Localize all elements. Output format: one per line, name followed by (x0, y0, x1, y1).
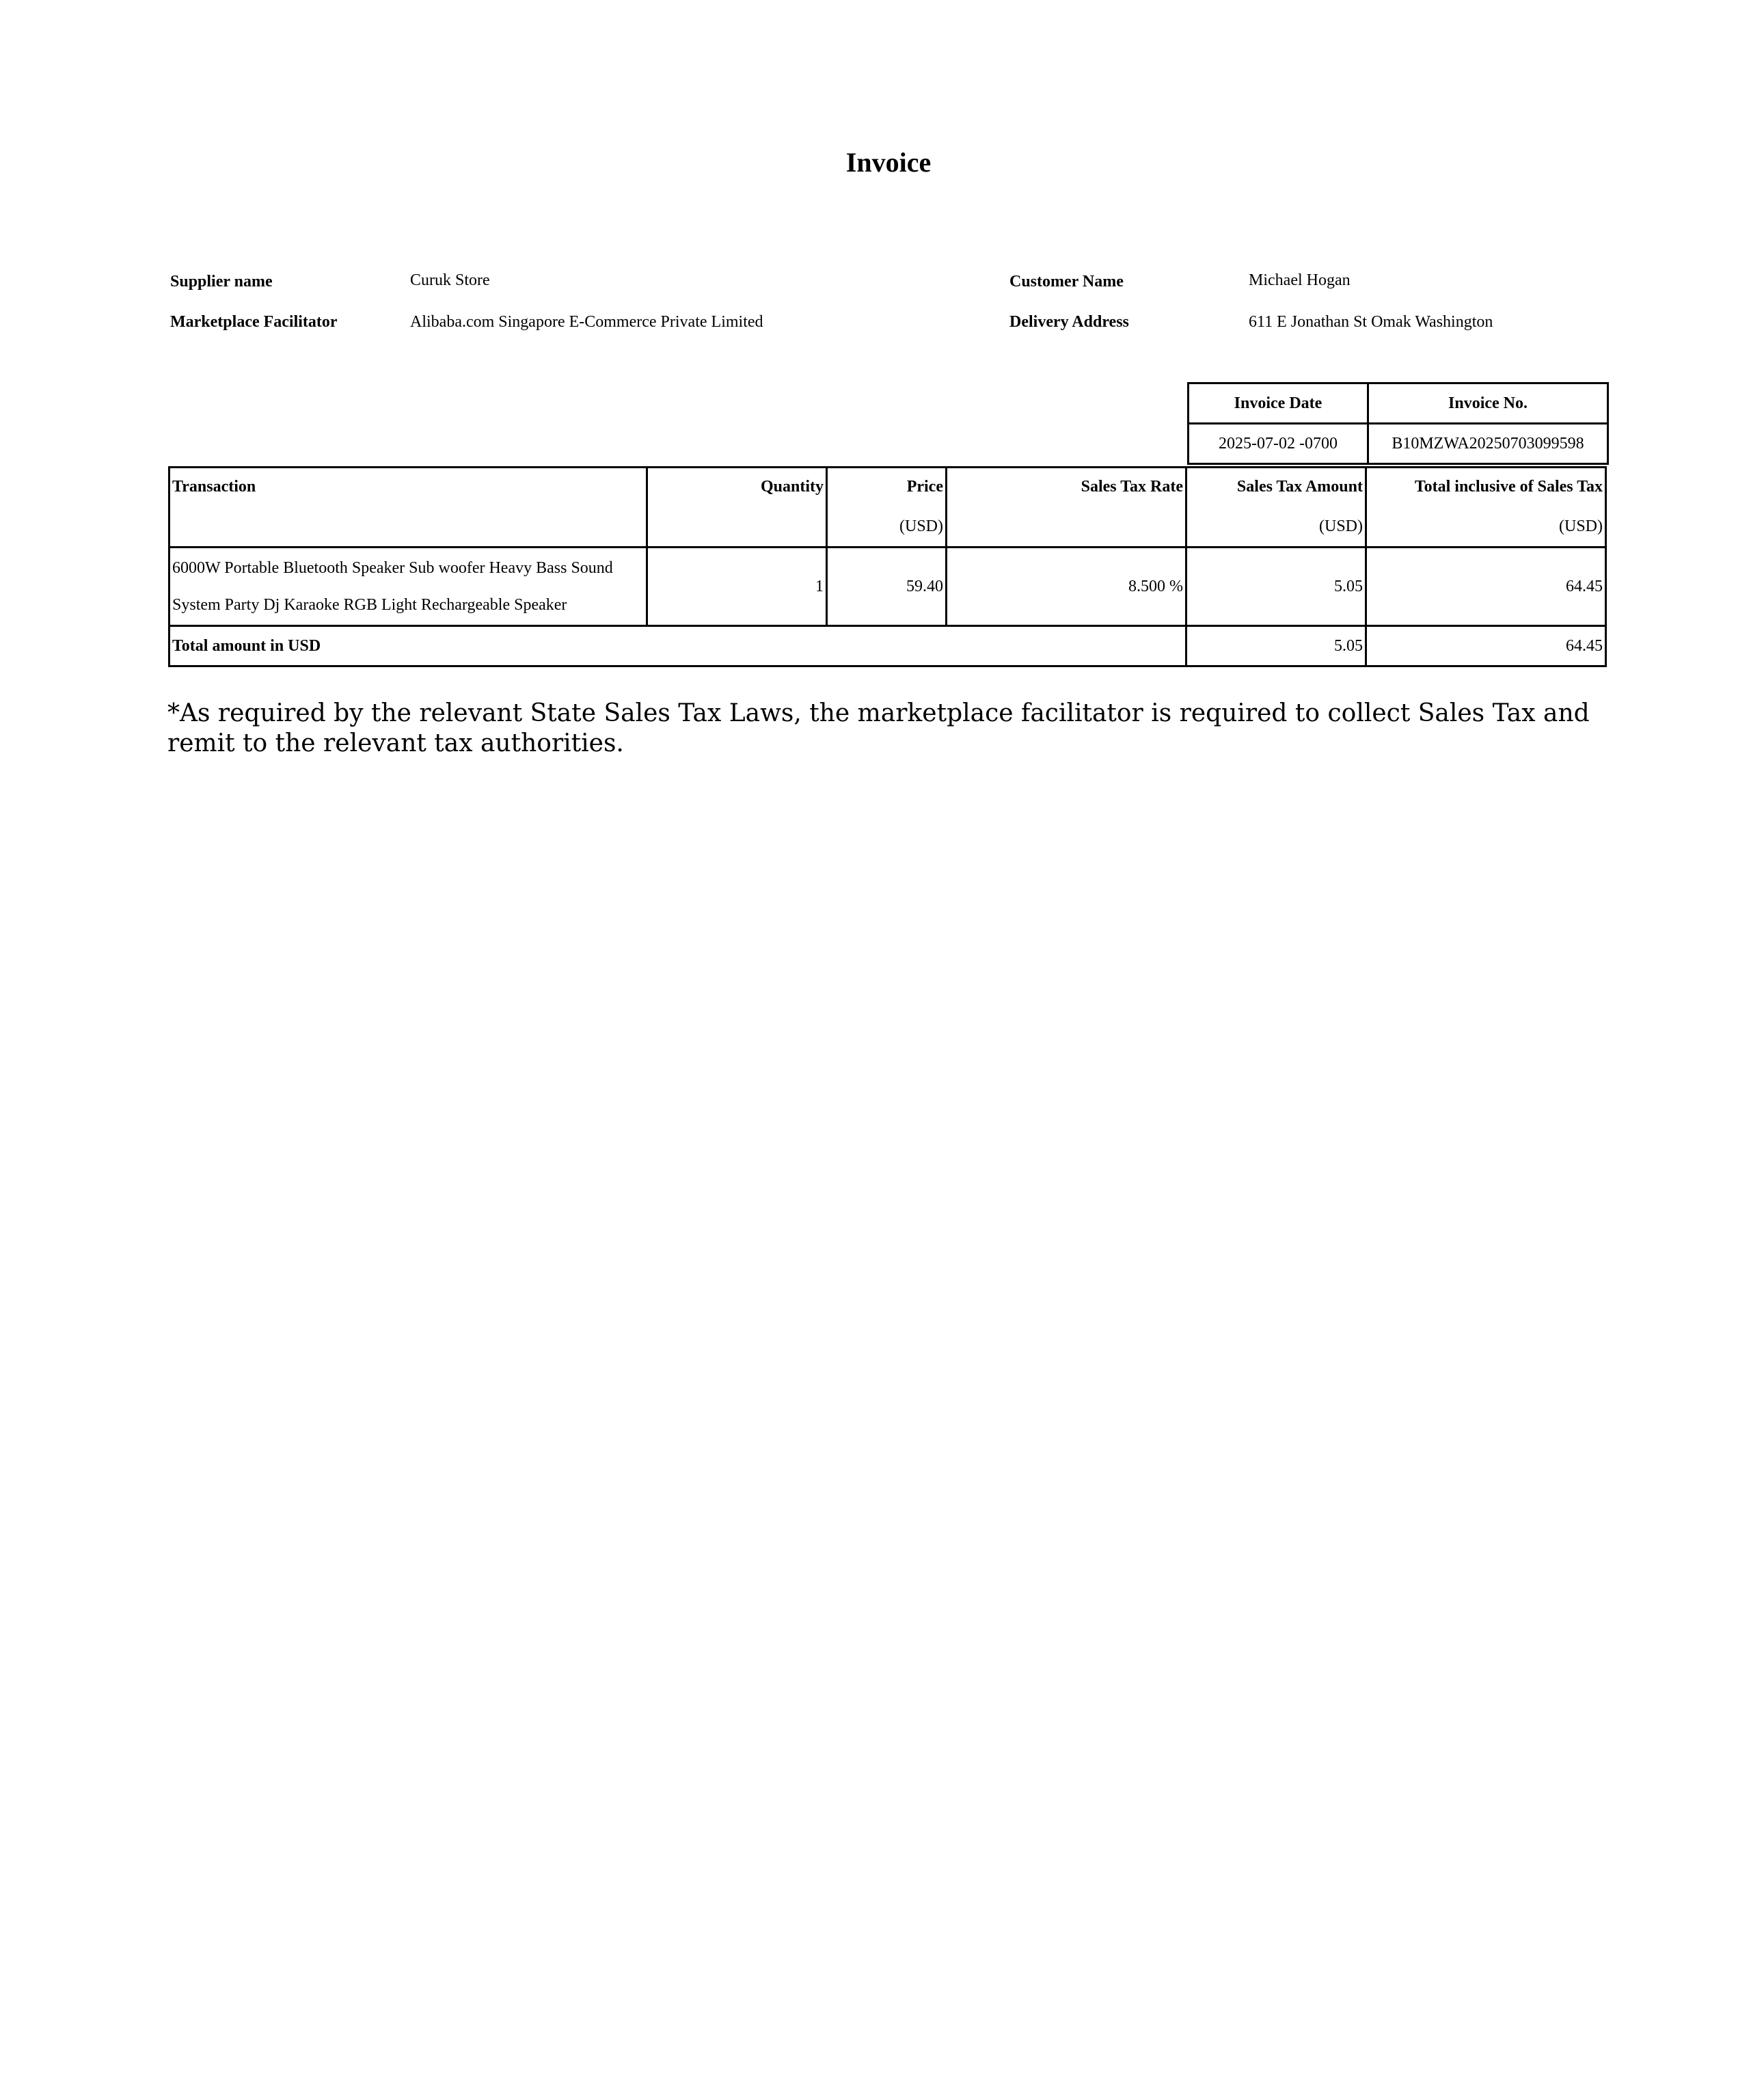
customer-name-value: Michael Hogan (1249, 271, 1351, 289)
facilitator-value: Alibaba.com Singapore E-Commerce Private Limited (410, 313, 763, 331)
header-total-incl-unit: (USD) (1559, 517, 1603, 535)
delivery-address-label: Delivery Address (1009, 313, 1129, 331)
invoice-meta-box (1187, 382, 1609, 465)
header-tax-amount-label: Sales Tax Amount (1236, 478, 1363, 496)
header-quantity (647, 468, 827, 548)
header-tax-amount-unit: (USD) (1319, 517, 1363, 535)
invoice-date-value: 2025-07-02 -0700 (1189, 424, 1368, 464)
table-row (169, 548, 1606, 626)
item-total-incl: 64.45 (1366, 548, 1606, 626)
total-label: Total amount in USD (169, 626, 1186, 666)
header-transaction-label: Transaction (172, 478, 256, 496)
header-tax-amount (1186, 468, 1366, 548)
transaction-table (168, 466, 1607, 667)
page-title: Invoice (845, 147, 932, 178)
header-total-incl-label: Total inclusive of Sales Tax (1414, 478, 1603, 496)
item-description-line1: 6000W Portable Bluetooth Speaker Sub woofer Heavy Bass Sound (172, 559, 613, 577)
invoice-date-label: Invoice Date (1189, 383, 1368, 424)
tax-footnote: *As required by the relevant State Sales Tax Laws, the marketplace facilitator is required to collect Sales Tax and remit to the relevant tax authorities. (167, 699, 1590, 757)
total-incl: 64.45 (1366, 626, 1606, 666)
item-quantity: 1 (647, 548, 827, 626)
invoice-number-label: Invoice No. (1368, 383, 1608, 424)
customer-name-label: Customer Name (1009, 273, 1124, 291)
supplier-name-label: Supplier name (170, 273, 273, 291)
table-header-row (169, 468, 1606, 548)
item-tax-rate: 8.500 % (947, 548, 1186, 626)
item-price: 59.40 (827, 548, 947, 626)
header-total-incl (1366, 468, 1606, 548)
header-price-label: Price (906, 478, 943, 496)
item-tax-amount: 5.05 (1186, 548, 1366, 626)
header-tax-rate (947, 468, 1186, 548)
header-quantity-label: Quantity (760, 478, 824, 496)
item-description-line2: System Party Dj Karaoke RGB Light Rechargeable Speaker (172, 596, 567, 614)
supplier-name-value: Curuk Store (410, 271, 490, 289)
header-price (827, 468, 947, 548)
delivery-address-value: 611 E Jonathan St Omak Washington (1249, 313, 1493, 331)
total-tax-amount: 5.05 (1186, 626, 1366, 666)
facilitator-label: Marketplace Facilitator (170, 313, 338, 331)
item-description (169, 548, 647, 626)
invoice-number-value: B10MZWA20250703099598 (1368, 424, 1608, 464)
header-price-unit: (USD) (899, 517, 943, 535)
header-tax-rate-label: Sales Tax Rate (1081, 478, 1183, 496)
header-transaction (169, 468, 647, 548)
total-row (169, 626, 1606, 666)
